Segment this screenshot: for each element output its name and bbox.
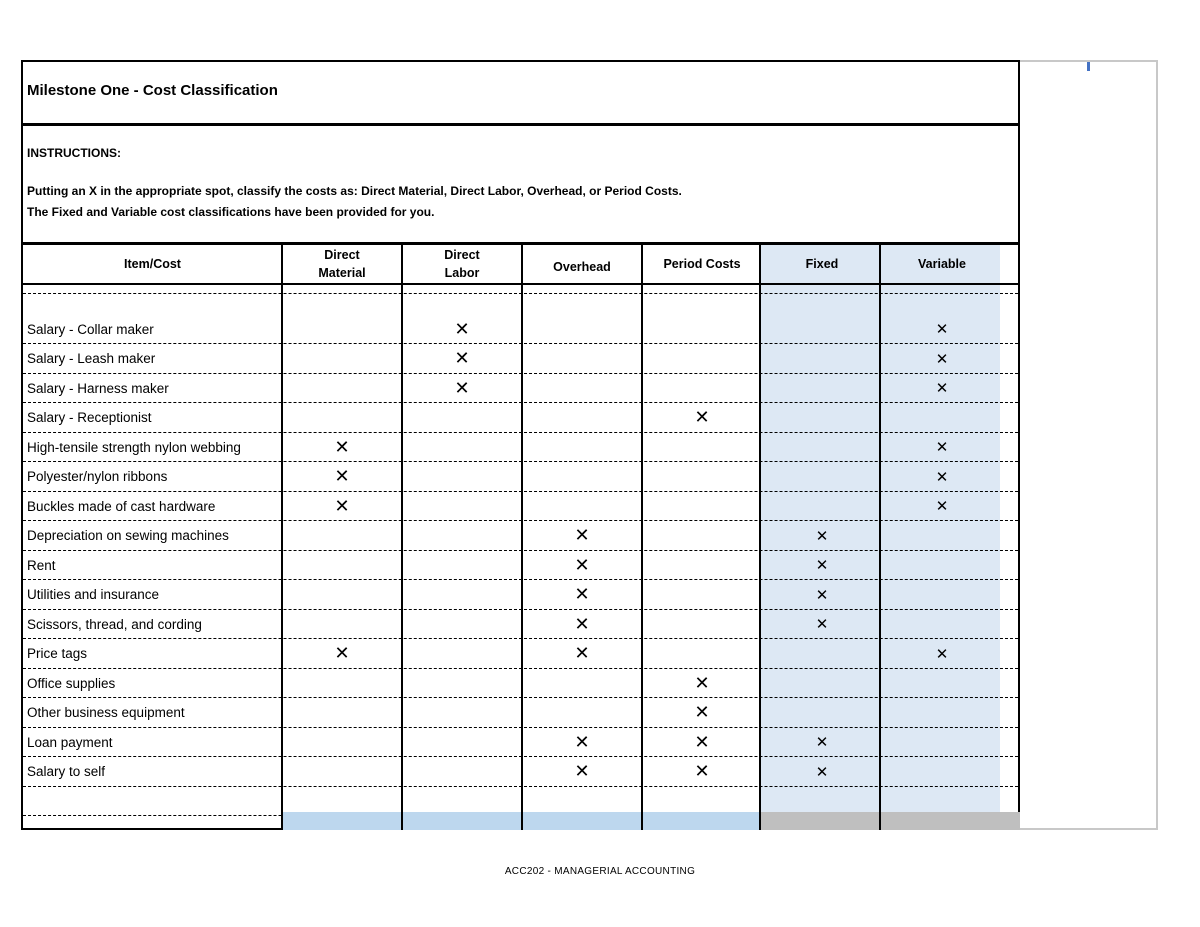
mark-overhead: [522, 492, 642, 521]
mark-variable: ✕: [935, 644, 949, 663]
column-divider: [521, 245, 523, 830]
mark-fixed: [762, 698, 882, 727]
mark-fixed: [762, 462, 882, 491]
mark-variable: [882, 269, 1002, 298]
mark-fixed: [762, 403, 882, 432]
row-item-label: Polyester/nylon ribbons: [27, 469, 168, 484]
mark-fixed: ✕: [815, 615, 829, 633]
row-item-label: Loan payment: [27, 734, 113, 750]
mark-period-costs: [642, 580, 762, 609]
mark-fixed: ✕: [815, 733, 829, 751]
mark-direct-material: [282, 698, 402, 727]
mark-period-costs: [642, 344, 762, 373]
mark-direct-labor: ✕: [454, 348, 470, 369]
column-divider: [759, 245, 761, 830]
header-period-costs: Period Costs: [663, 257, 741, 271]
mark-fixed: ✕: [815, 556, 829, 574]
mark-overhead: [522, 344, 642, 373]
mark-overhead: ✕: [574, 643, 590, 664]
mark-variable: [882, 757, 1002, 786]
mark-direct-material: [282, 374, 402, 403]
mark-variable: ✕: [935, 379, 949, 397]
mark-direct-material: [282, 728, 402, 757]
mark-variable: ✕: [935, 438, 949, 456]
page-title: Milestone One - Cost Classification: [27, 82, 278, 99]
mark-direct-labor: [402, 728, 522, 757]
mark-direct-labor: ✕: [454, 318, 470, 340]
mark-period-costs: [642, 462, 762, 491]
mark-overhead: ✕: [574, 525, 590, 546]
mark-direct-material: [282, 669, 402, 698]
row-item-label: High-tensile strength nylon webbing: [27, 439, 241, 455]
mark-direct-labor: [402, 462, 522, 491]
mark-period-costs: [642, 492, 762, 521]
mark-direct-labor: [402, 433, 522, 462]
row-item-label: Salary to self: [27, 764, 106, 779]
mark-overhead: [522, 669, 642, 698]
mark-variable: ✕: [935, 467, 949, 486]
mark-period-costs: ✕: [694, 761, 710, 782]
row-item-label: Buckles made of cast hardware: [27, 498, 216, 514]
mark-direct-material: ✕: [334, 466, 350, 487]
mark-direct-material: [282, 315, 402, 344]
mark-overhead: ✕: [574, 761, 590, 782]
mark-fixed: [762, 315, 882, 344]
mark-variable: ✕: [935, 497, 949, 515]
header-fixed: Fixed: [805, 257, 839, 271]
cursor-marker: [1087, 62, 1090, 71]
mark-direct-labor: [402, 639, 522, 668]
row-item-label: Salary - Leash maker: [27, 351, 156, 366]
mark-direct-material: [282, 610, 402, 639]
column-divider: [641, 245, 643, 830]
mark-overhead: [522, 462, 642, 491]
row-item-label: Rent: [27, 557, 56, 573]
mark-variable: [882, 403, 1002, 432]
header-variable: Variable: [918, 257, 966, 271]
mark-direct-material: ✕: [334, 436, 350, 458]
instructions-area: [23, 126, 1018, 245]
column-divider: [401, 245, 403, 830]
mark-fixed: [762, 344, 882, 373]
mark-direct-material: [282, 580, 402, 609]
mark-variable: [882, 551, 1002, 580]
mark-overhead: [522, 433, 642, 462]
mark-variable: [882, 698, 1002, 727]
mark-direct-material: [282, 344, 402, 373]
mark-variable: [882, 610, 1002, 639]
mark-direct-labor: [402, 580, 522, 609]
mark-period-costs: [642, 374, 762, 403]
mark-direct-labor: [402, 610, 522, 639]
mark-fixed: ✕: [815, 762, 829, 781]
mark-fixed: [762, 639, 882, 668]
mark-period-costs: [642, 551, 762, 580]
page-footer: ACC202 - MANAGERIAL ACCOUNTING: [504, 866, 696, 877]
mark-period-costs: ✕: [694, 731, 710, 753]
mark-overhead: [522, 374, 642, 403]
mark-overhead: [522, 315, 642, 344]
instructions-line-1: Putting an X in the appropriate spot, classify the costs as: Direct Material, Direct Labor, Overhead, or Period Costs.: [27, 184, 682, 198]
mark-direct-labor: [402, 492, 522, 521]
mark-variable: [882, 669, 1002, 698]
header-item-cost: Item/Cost: [124, 257, 181, 271]
instructions-label: INSTRUCTIONS:: [27, 146, 121, 160]
bottom-strip-gray: [760, 812, 1020, 830]
mark-fixed: [762, 492, 882, 521]
mark-fixed: [762, 433, 882, 462]
mark-period-costs: [642, 610, 762, 639]
row-item-label: Price tags: [27, 646, 88, 661]
mark-fixed: [762, 669, 882, 698]
mark-overhead: ✕: [574, 554, 590, 576]
mark-variable: ✕: [935, 349, 949, 368]
mark-period-costs: [642, 639, 762, 668]
row-item-label: Office supplies: [27, 675, 116, 691]
mark-direct-labor: ✕: [454, 377, 470, 399]
mark-period-costs: [642, 521, 762, 550]
mark-fixed: ✕: [815, 526, 829, 545]
column-divider: [879, 245, 881, 830]
mark-variable: ✕: [935, 320, 949, 338]
row-item-label: Salary - Collar maker: [27, 321, 154, 337]
mark-variable: [882, 521, 1002, 550]
mark-fixed: [762, 374, 882, 403]
mark-direct-material: ✕: [334, 643, 350, 664]
mark-overhead: ✕: [574, 584, 590, 605]
mark-period-costs: ✕: [694, 672, 710, 694]
mark-direct-material: ✕: [334, 495, 350, 517]
mark-fixed: ✕: [815, 585, 829, 604]
mark-period-costs: [642, 315, 762, 344]
mark-overhead: ✕: [574, 613, 590, 635]
mark-direct-labor: [402, 403, 522, 432]
row-item-label: Scissors, thread, and cording: [27, 616, 202, 632]
mark-period-costs: ✕: [694, 702, 710, 723]
mark-direct-labor: [402, 698, 522, 727]
mark-direct-material: [282, 757, 402, 786]
mark-direct-labor: [402, 521, 522, 550]
row-item-label: Salary - Harness maker: [27, 380, 169, 396]
mark-period-costs: [642, 433, 762, 462]
row-item-label: Depreciation on sewing machines: [27, 528, 229, 543]
mark-overhead: [522, 403, 642, 432]
mark-period-costs: ✕: [694, 407, 710, 428]
header-direct-labor: Direct Labor: [444, 248, 480, 280]
mark-direct-labor: [402, 669, 522, 698]
mark-variable: [882, 728, 1002, 757]
mark-period-costs: [642, 269, 762, 298]
header-direct-material: Direct Material: [318, 248, 366, 280]
title-area: [23, 62, 1018, 126]
instructions-line-2: The Fixed and Variable cost classifications have been provided for you.: [27, 205, 435, 219]
mark-overhead: [522, 269, 642, 298]
row-item-label: Utilities and insurance: [27, 587, 160, 602]
mark-direct-material: [282, 269, 402, 298]
mark-direct-labor: [402, 269, 522, 298]
mark-direct-material: [282, 521, 402, 550]
mark-direct-labor: [402, 757, 522, 786]
mark-overhead: ✕: [574, 731, 590, 753]
mark-direct-material: [282, 551, 402, 580]
mark-direct-labor: [402, 551, 522, 580]
column-divider: [281, 245, 283, 830]
mark-overhead: [522, 698, 642, 727]
row-item-label: Salary - Receptionist: [27, 410, 152, 425]
mark-fixed: [762, 269, 882, 298]
mark-variable: [882, 580, 1002, 609]
header-overhead: Overhead: [553, 260, 611, 274]
row-item-label: Other business equipment: [27, 705, 185, 720]
cost-classification-sheet: [21, 60, 1020, 830]
mark-direct-material: [282, 403, 402, 432]
